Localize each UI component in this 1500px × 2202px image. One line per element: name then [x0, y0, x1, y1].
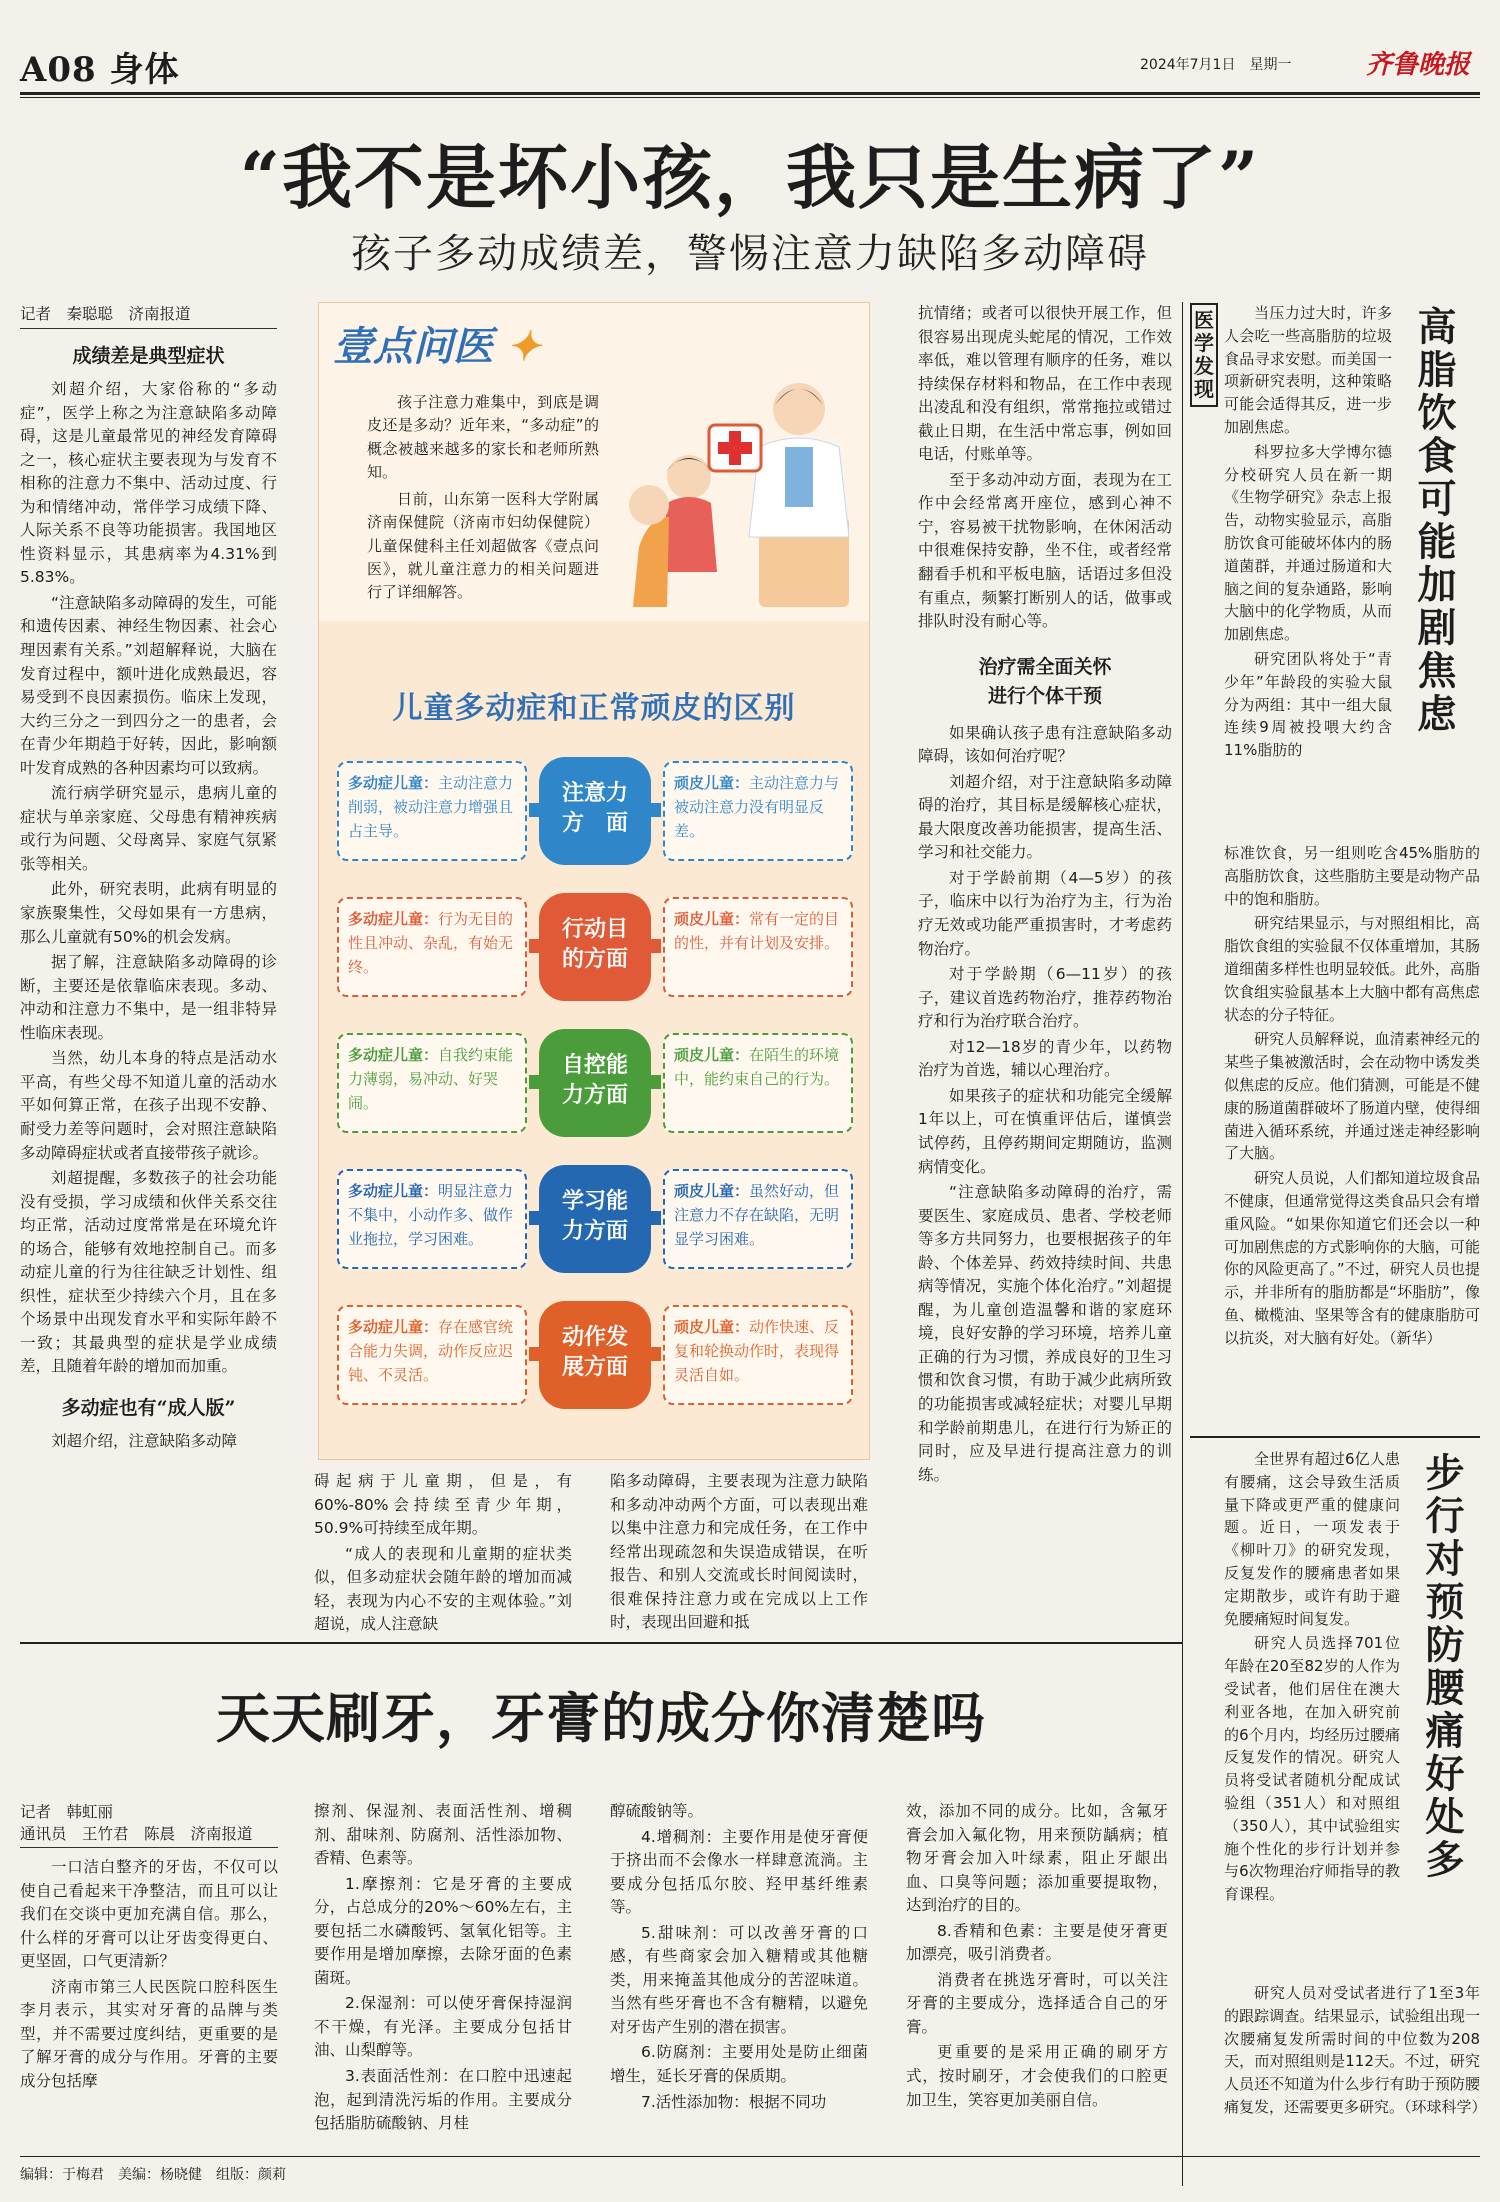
walking-lead: 全世界有超过6亿人患有腰痛，这会导致生活质量下降或更严重的健康问题。近日，一项发表于《柳叶刀》的研究发现，反复发作的腰痛患者如果定期散步，或许有助于避免腰痛短时间复发。 研究人员选择701位年龄在20至82岁的人作为受试者，他们居住在澳大利亚各地，在加入研究前的6个月内，均经历过腰痛反复发作的情况。研究人员将受试者随机分配成试验组（351人）和对照组（350人），其中试验组实施个性化的步行计划并参与6次物理治疗师指导的教育课程。 [1224, 1450, 1400, 1904]
comparison-title: 儿童多动症和正常顽皮的区别 [392, 691, 796, 726]
main-column-4: 抗情绪；或者可以很快开展工作，但很容易出现虎头蛇尾的情况，工作效率低，难以管理有顺序的任务，难以持续保存材料和物品，在工作中表现出凌乱和没有组织，常常拖拉或错过截止日期，在生活中常忘事，例如回电话，付账单等。 至于多动冲动方面，表现为在工作中会经常离开座位，感到心神不宁，容易被干扰物影响，在休闲活动中很难保持安静，坐不住，或者经常翻看手机和平板电脑，话语过多但没有重点，频繁打断别人的话，做事或排队时没有耐心等。 治疗需全面关怀 进行个体干预 如果确认孩子患有注意缺陷多动障碍，该如何治疗呢？ 刘超介绍，对于注意缺陷多动障碍的治疗，其目标是缓解核心症状，最大限度改善功能损害，提高生活、学习和社交能力。 对于学龄前期（4—5岁）的孩子，临床中以行为治疗为主，行为治疗无效或功能严重损害时，才考虑药物治疗。 对于学龄期（6—11岁）的孩子，建议首选药物治疗，推荐药物治疗和行为治疗联合治疗。 对12—18岁的青少年，以药物治疗为首选，辅以心理治疗。 如果孩子的症状和功能完全缓解1年以上，可在慎重评估后，谨慎尝试停药，且停药期间定期随访，监测病情变化。 “注意缺陷多动障碍的治疗，需要医生、家庭成员、患者、学校老师等多方共同努力，也要根据孩子的年龄、个体差异、药效持续时间、共患病等情况，实施个体化治疗。”刘超提醒，为儿童创造温馨和谐的家庭环境，良好安静的学习环境，培养儿童正确的行为习惯，养成良好的卫生习惯和饮食习惯，有助于减少此病所致的功能损害或减轻症状；对婴儿早期和学龄前期患儿，在进行行为矫正的同时，应及早进行提高注意力的训练。 [918, 304, 1172, 1484]
doctor-child-illustration [609, 367, 859, 617]
toothpaste-column-2: 擦剂、保湿剂、表面活性剂、增稠剂、甜味剂、防腐剂、活性添加物、香精、色素等。 1.摩擦剂：它是牙膏的主要成分，占总成分的20%～60%左右，主要包括二水磷酸钙、氢氧化铝等。主要作用是增加摩擦，去除牙面的色素菌斑。 2.保湿剂：可以使牙膏保持湿润不干燥，有光泽。主要成分包括甘油、山梨醇等。 3.表面活性剂：在口腔中迅速起泡，起到清洗污垢的作用。主要成分包括脂肪硫酸钠、月桂 [314, 1802, 572, 2133]
info-intro: 孩子注意力难集中，到底是调皮还是多动？近年来，“多动症”的概念被越来越多的家长和老师所熟知。 日前，山东第一医科大学附属济南保健院（济南市妇幼保健院）儿童保健科主任刘超做客《壹点问医》，就儿童注意力的相关问题进行了详细解答。 [367, 393, 599, 601]
subhead-adult: 多动症也有“成人版” [61, 1396, 236, 1419]
comparison-row-learning: 多动症儿童：明显注意力不集中，小动作多、做作业拖拉，学习困难。 学习能 力方面 顽皮儿童：虽然好动，但注意力不存在缺陷，无明显学习困难。 [333, 1159, 857, 1277]
footer-credits: 编辑：于梅君 美编：杨晓健 组版：颜莉 [20, 2167, 286, 2183]
aspect-selfcontrol: 自控能 力方面 [539, 1029, 651, 1137]
side-divider [1190, 1436, 1480, 1438]
comparison-row-motor: 多动症儿童：存在感官统合能力失调，动作反应迟钝、不灵活。 动作发 展方面 顽皮儿童：动作快速、反复和轮换动作时，表现得灵活自如。 [333, 1295, 857, 1413]
main-column-2-lower: 碍起病于儿童期，但是，有60%-80%会持续至青少年期，50.9%可持续至成年期。 “成人的表现和儿童期的症状类似，但多动症状会随年龄的增加而减轻，表现为内心不安的主观体验。”刘超说，成人注意缺 [314, 1472, 572, 1634]
subhead-treatment-2: 进行个体干预 [987, 684, 1102, 707]
issue-date: 2024年7月1日 星期一 [1140, 57, 1292, 73]
column-divider [1182, 302, 1183, 2186]
subhead-symptoms: 成绩差是典型症状 [72, 345, 225, 367]
aspect-motor: 动作发 展方面 [539, 1301, 651, 1409]
section-name: 身体 [109, 50, 180, 90]
toothpaste-headline: 天天刷牙，牙膏的成分你清楚吗 [216, 1686, 986, 1750]
aspect-purpose: 行动目 的方面 [539, 893, 651, 1001]
footer-rule [20, 2156, 1480, 2157]
aspect-learning: 学习能 力方面 [539, 1165, 651, 1273]
subhead-treatment-1: 治疗需全面关怀 [978, 655, 1112, 678]
main-subheadline: 孩子多动成绩差，警惕注意力缺陷多动障碍 [351, 231, 1149, 277]
toothpaste-byline-reporter: 记者 韩虹丽 [20, 1803, 114, 1821]
fat-diet-body: 标准饮食，另一组则吃含45%脂肪的高脂肪饮食，这些脂肪主要是动物产品中的饱和脂肪。 研究结果显示，与对照组相比，高脂饮食组的实验鼠不仅体重增加，其肠道细菌多样性也明显较低。此外，高脂饮食组实验鼠基本上大脑中都有高焦虑状态的分子特征。 研究人员解释说，血清素神经元的某些子集被激活时，会在动物中诱发类似焦虑的反应。他们猜测，可能是不健康的肠道菌群破坏了肠道内壁，使得细菌进入循环系统，并通过迷走神经影响了大脑。 研究人员说，人们都知道垃圾食品不健康，但通常觉得这类食品只会有增重风险。“如果你知道它们还会以一种可加剧焦虑的方式影响你的大脑，可能你的风险更高了。”不过，研究人员也提示，并非所有的脂肪都是“坏脂肪”，像鱼、橄榄油、坚果等含有的健康脂肪可以抗炎，对大脑有好处。（新华） [1224, 844, 1480, 1347]
info-box [318, 302, 870, 1460]
main-byline: 记者 秦聪聪 济南报道 [20, 302, 277, 329]
comparison-row-attention: 多动症儿童：主动注意力削弱，被动注意力增强且占主导。 注意力 方 面 顽皮儿童：主动注意力与被动注意力没有明显反差。 [333, 751, 857, 869]
aspect-attention: 注意力 方 面 [539, 757, 651, 865]
medical-discovery-tag: 医学发现 [1190, 303, 1218, 407]
main-column-3-lower: 陷多动障碍，主要表现为注意力缺陷和多动冲动两个方面，可以表现出难以集中注意力和完成任务，在工作中经常出现疏忽和失误造成错误，在听报告、和别人交流或长时间阅读时，很难保持注意力或在完成以上工作时，表现出回避和抵 [610, 1472, 868, 1632]
header-rule [20, 92, 1480, 95]
toothpaste-column-4: 效，添加不同的成分。比如，含氟牙膏会加入氟化物，用来预防龋病；植物牙膏会加入叶绿素，阻止牙龈出血、口臭等问题；添加重要提取物，达到治疗的目的。 8.香精和色素：主要是使牙膏更加漂亮，吸引消费者。 消费者在挑选牙膏时，可以关注牙膏的主要成分，选择适合自己的牙膏。 更重要的是采用正确的刷牙方式，按时刷牙，才会使我们的口腔更加卫生，笑容更加美丽自信。 [906, 1802, 1168, 2109]
fat-diet-headline: 高脂饮食可能加剧焦虑 [1411, 306, 1457, 736]
fat-diet-lead: 当压力过大时，许多人会吃一些高脂肪的垃圾食品寻求安慰。而美国一项新研究表明，这种策略可能会适得其反，进一步加剧焦虑。 科罗拉多大学博尔德分校研究人员在新一期《生物学研究》杂志上报告，动物实验显示，高脂肪饮食可能破坏体内的肠道菌群，并通过肠道和大脑之间的复杂通路，影响大脑中的化学物质，从而加剧焦虑。 研究团队将处于“青少年”年龄段的实验大鼠分为两组：其中一组大鼠连续9周被投喂大约含11%脂肪的 [1224, 304, 1392, 760]
walking-headline: 步行对预防腰痛好处多 [1419, 1452, 1465, 1882]
toothpaste-column-3: 醇硫酸钠等。 4.增稠剂：主要作用是使牙膏便于挤出而不会像水一样肆意流淌。主要成分包括瓜尔胶、羟甲基纤维素等。 5.甜味剂：可以改善牙膏的口感，有些商家会加入糖精或其他糖类，用来掩盖其他成分的苦涩味道。当然有些牙膏也不含有糖精，以避免对牙齿产生别的潜在损害。 6.防腐剂：主要用处是防止细菌增生，延长牙膏的保质期。 7.活性添加物：根据不同功 [610, 1802, 868, 2111]
header-rule-thin [20, 97, 1480, 98]
page-number: A08 身体 [20, 50, 180, 90]
main-column-1 [20, 302, 277, 1456]
toothpaste-byline-correspondent: 通讯员 王竹君 陈晨 济南报道 [20, 1822, 278, 1848]
comparison-row-purpose: 多动症儿童：行为无目的性且冲动、杂乱，有始无终。 行动目 的方面 顽皮儿童：常有一定的目的性，并有计划及安排。 [333, 887, 857, 1005]
walking-body: 研究人员对受试者进行了1至3年的跟踪调查。结果显示，试验组出现一次腰痛复发所需时间的中位数为208天，而对照组则是112天。不过，研究人员还不知道为什么步行有助于预防腰痛复发，还需要更多研究。（环球科学） [1224, 1984, 1487, 2116]
main-headline: “我不是坏小孩，我只是生病了” [239, 136, 1261, 219]
main-col1-body: 刘超介绍，大家俗称的“多动症”，医学上称之为注意缺陷多动障碍，这是儿童最常见的神经发育障碍之一，核心症状主要表现为与发育不相称的注意力不集中、活动过度、行为和情绪冲动，常伴学习成绩下降、人际关系不良等功能损害。我国地区性资料显示，其患病率为4.31%到5.83%。 “注意缺陷多动障碍的发生，可能和遗传因素、神经生物因素、社会心理因素有关系。”刘超解释说，大脑在发育过程中，额叶进化成熟最迟，容易受到不良因素损伤。临床上发现，大约三分之一到四分之一的患者，会在青少年期趋于好转，因此，影响额叶发育成熟的各种因素均可以致病。 流行病学研究显示，患病儿童的症状与单亲家庭、父母患有精神疾病或行为问题、父母离异、家庭气氛紧张等相关。 此外，研究表明，此病有明显的家族聚集性，父母如果有一方患病，那么儿童就有50%的机会发病。 据了解，注意缺陷多动障碍的诊断，主要还是依靠临床表现。多动、冲动和注意力不集中，是一组非特异性临床表现。 当然，幼儿本身的特点是活动水平高，有些父母不知道儿童的活动水平如何算正常，在孩子出现不安静、耐受力差等问题时，会对照注意缺陷多动障碍症状或者直接带孩子就诊。 刘超提醒，多数孩子的社会功能没有受损，学习成绩和伙伴关系交往均正常，活动过度常常是在环境允许的场合，能够有效地控制自己。而多动症儿童的行为往往缺乏计划性、组织性，症状至少持续六个月，且在多个场景中出现发育水平和实际年龄不一致；其最典型的症状是学业成绩差，且随着年龄的增加而加重。 [20, 380, 277, 1376]
main-col1-tail: 刘超介绍，注意缺陷多动障 [51, 1431, 238, 1450]
column-brand: 壹点问医 ✦ [333, 323, 541, 370]
comparison-row-selfcontrol: 多动症儿童：自我约束能力薄弱，易冲动、好哭闹。 自控能 力方面 顽皮儿童：在陌生的环境中，能约束自己的行为。 [333, 1023, 857, 1141]
toothpaste-top-rule [20, 1642, 1182, 1644]
newspaper-logo: 齐鲁晚报 [1366, 50, 1471, 80]
toothpaste-column-1: 记者 韩虹丽 通讯员 王竹君 陈晨 济南报道 一口洁白整齐的牙齿，不仅可以使自己看起来干净整洁，而且可以让我们在交谈中更加充满自信。那么，什么样的牙膏可以让牙齿变得更白、更坚固，口气更清新？ 济南市第三人民医院口腔科医生李月表示，其实对牙膏的品牌与类型，并不需要过度纠结，更重要的是了解牙膏的成分与作用。牙膏的主要成分包括摩 [20, 1800, 278, 2095]
